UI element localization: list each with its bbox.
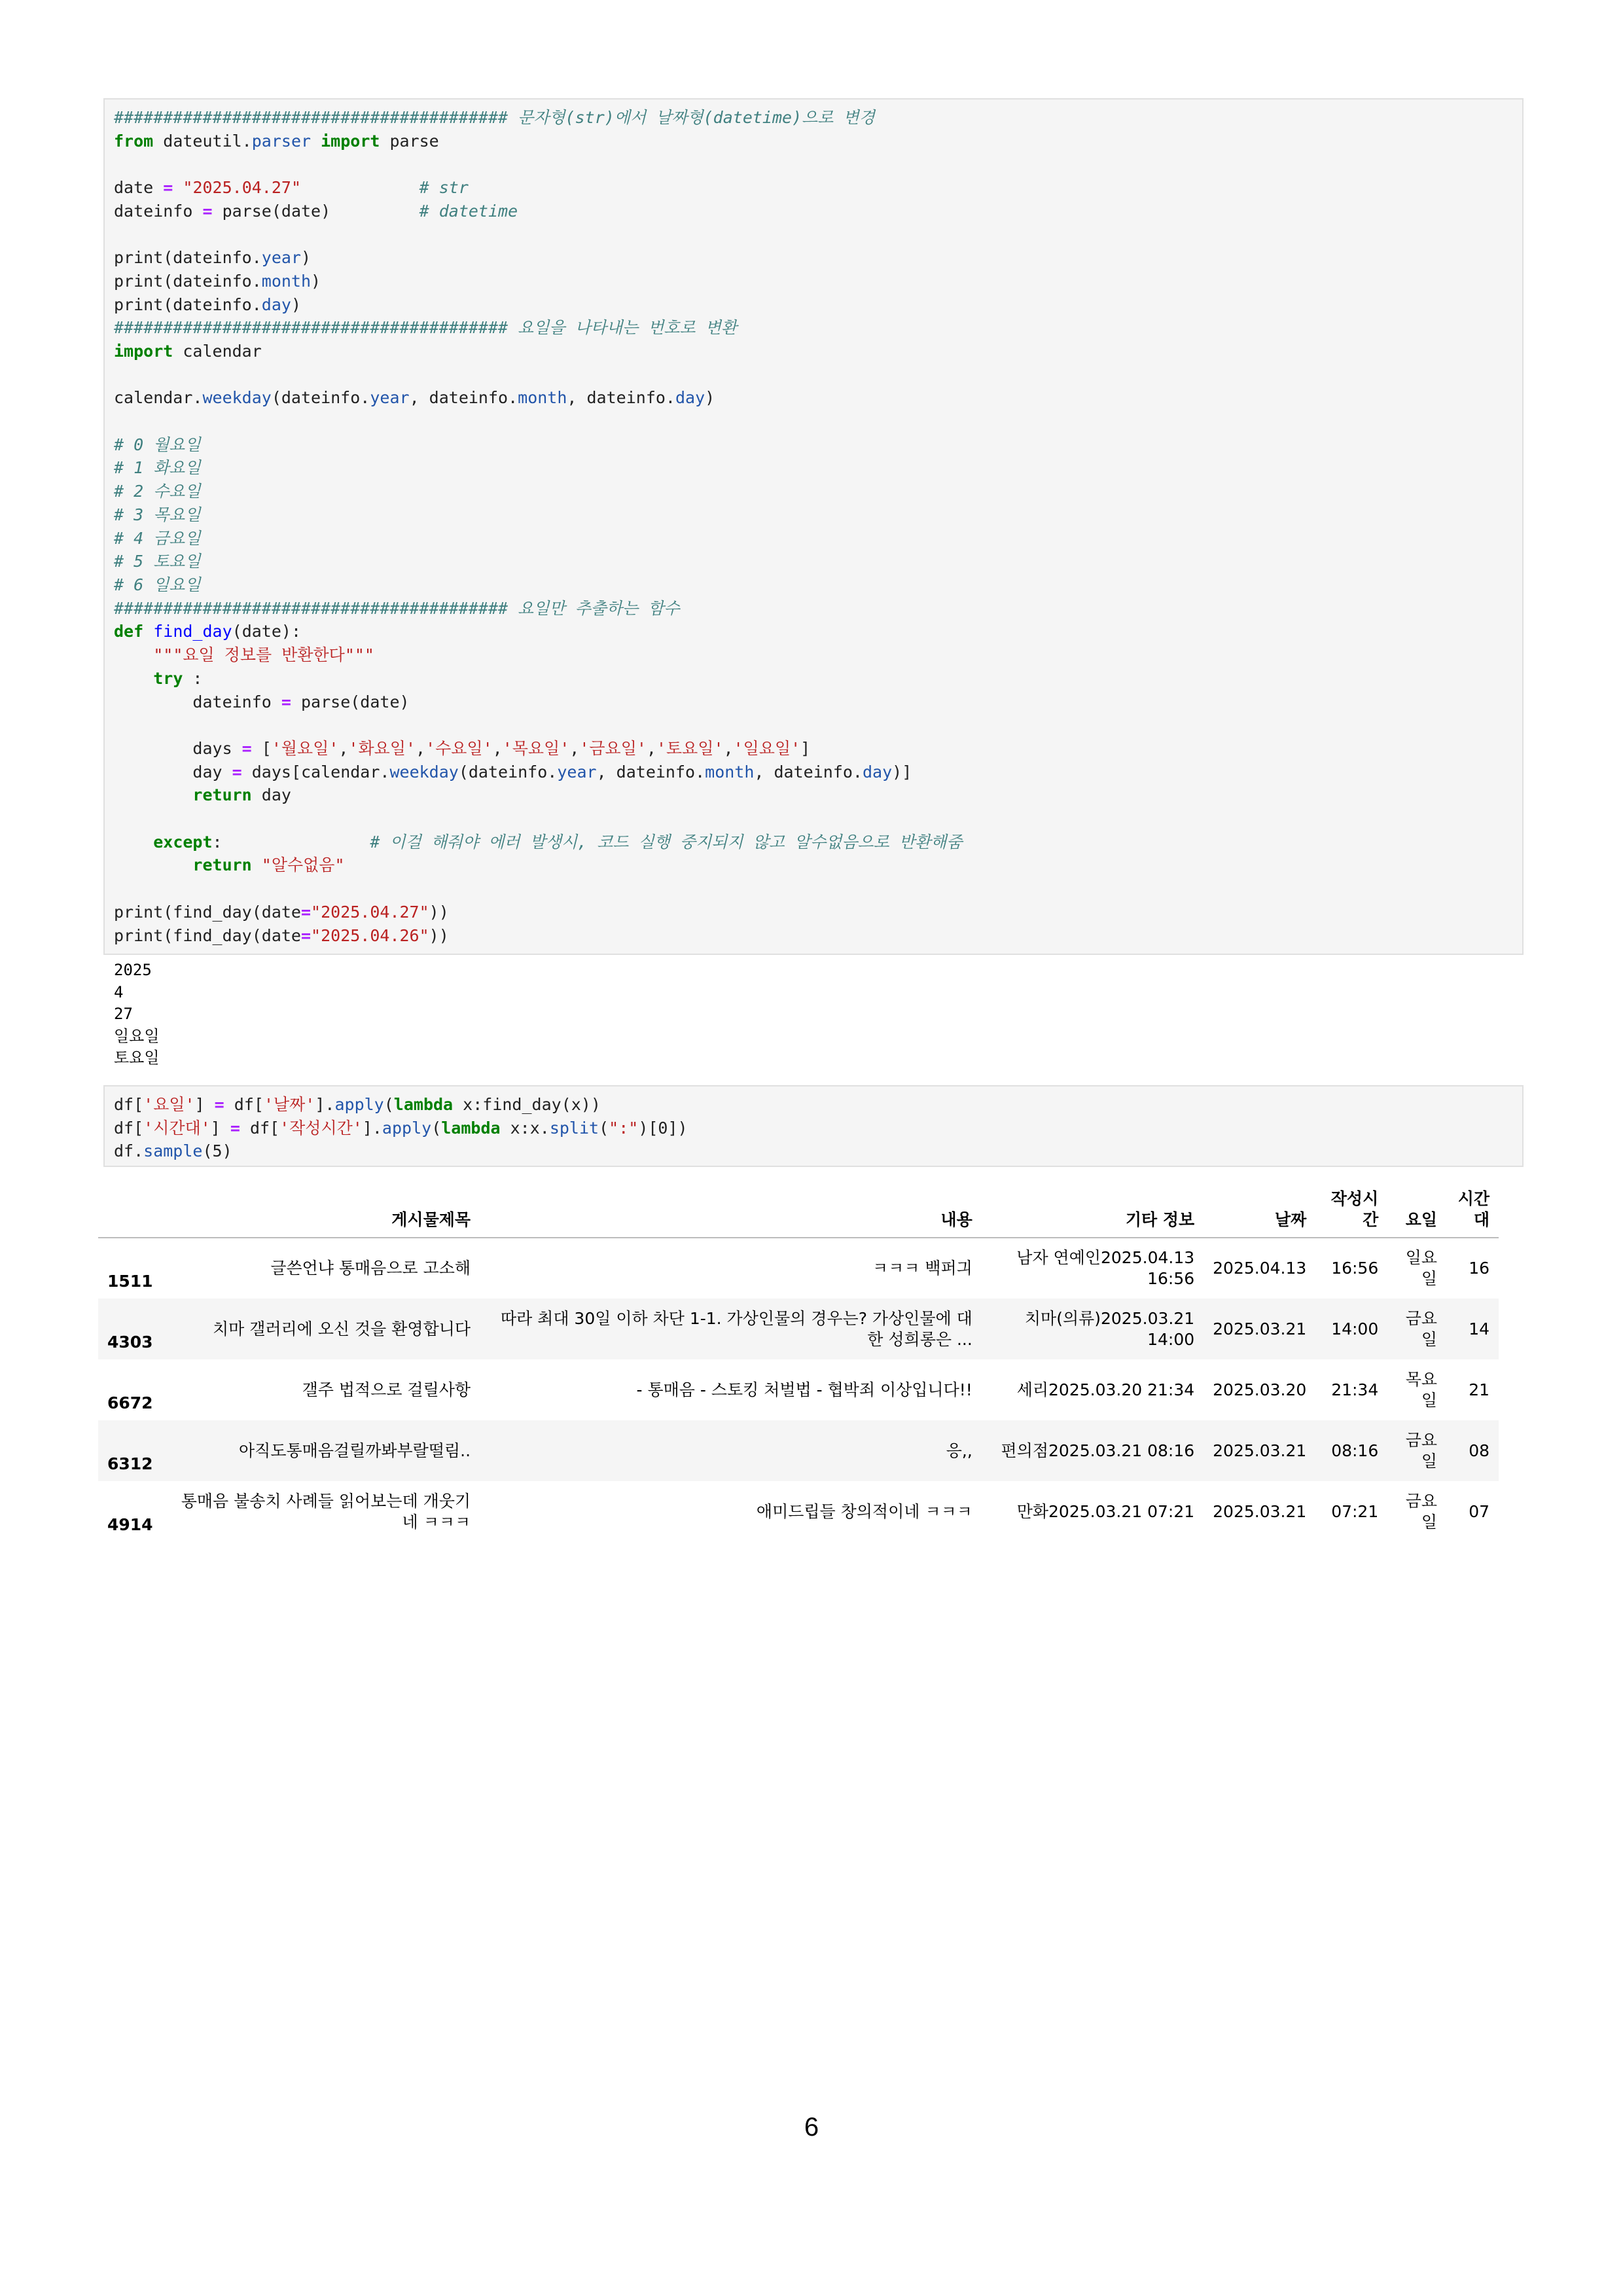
cell-write-time: 07:21 (1331, 1501, 1379, 1521)
cell-hour-band: 14 (1469, 1319, 1489, 1338)
code-cell-2-source: df['요일'] = df['날짜'].apply(lambda x:find_day(x)) df['시간대'] = df['작성시간'].apply(lambda x:x.split(":")[0]) df.sample(5) (114, 1095, 688, 1161)
cell-date: 2025.03.21 (1213, 1441, 1307, 1460)
dataframe-table (98, 1178, 1499, 1542)
cell-extra-info: 치마(의류)2025.03.21 14:00 (1024, 1308, 1195, 1349)
cell-weekday: 금요일 (1405, 1491, 1438, 1532)
row-index: 6312 (107, 1454, 153, 1473)
cell-write-time: 08:16 (1331, 1441, 1379, 1460)
cell-content: ㅋㅋㅋ 백퍼긔 (872, 1259, 972, 1278)
row-index: 1511 (107, 1272, 153, 1291)
cell-write-time: 16:56 (1331, 1259, 1379, 1278)
cell-weekday: 일요일 (1405, 1248, 1438, 1288)
cell-hour-band: 08 (1469, 1441, 1489, 1460)
cell-hour-band: 21 (1469, 1380, 1489, 1399)
cell-hour-band: 07 (1469, 1501, 1489, 1521)
header-content: 내용 (480, 1178, 982, 1238)
code-cell-1-source: ######################################## 문자형(str)에서 날짜형(datetime)으로 변경 from dateutil.parser import parse date = "2025.04.27" # str dateinfo = parse(date) # datetime print(dateinfo.year) print(dateinfo.month) print(dateinfo.day) ######################################## 요일을 나타내는 번호로 변환 import calendar calendar.weekday(dateinfo.year, dateinfo.month, dateinfo.day) # 0 월요일 # 1 화요일 # 2 수요일 # 3 목요일 # 4 금요일 # 5 토요일 # 6 일요일 ######################################## 요일만 추출하는 함수 def find_day(date): """요일 정보를 반환한다""" try : dateinfo = parse(date) days = ['월요일','화요일','수요일','목요일','금요일','토요일','일요일'] day = days[calendar.weekday(dateinfo.year, dateinfo.month, dateinfo.day)] return day except: # 이걸 해줘야 에러 발생시, 코드 실행 중지되지 않고 알수없음으로 반환해줌 return "알수없음" print(find_day(date="2025.04.27")) print(find_day(date="2025.04.26")) (114, 108, 963, 945)
code-cell-1[interactable] (103, 98, 1524, 955)
cell-title: 갤주 법적으로 걸릴사항 (302, 1380, 471, 1399)
cell-extra-info: 세리2025.03.20 21:34 (1016, 1380, 1195, 1399)
table-row (98, 1359, 1499, 1420)
code-cell-1-output: 2025 4 27 일요일 토요일 (114, 961, 160, 1067)
table-row (98, 1420, 1499, 1481)
cell-content: - 통매음 - 스토킹 처벌법 - 협박죄 이상입니다!! (636, 1380, 972, 1399)
cell-extra-info: 남자 연예인2025.04.13 16:56 (1016, 1248, 1195, 1288)
row-index: 4914 (107, 1515, 153, 1534)
cell-weekday: 목요일 (1405, 1369, 1438, 1410)
cell-title: 통매음 불송치 사례들 읽어보는데 개웃기네 ㅋㅋㅋ (181, 1491, 471, 1532)
cell-date: 2025.03.21 (1213, 1319, 1307, 1338)
header-write-time: 작성시간 (1315, 1178, 1387, 1238)
cell-extra-info: 만화2025.03.21 07:21 (1016, 1501, 1195, 1521)
header-date: 날짜 (1204, 1178, 1315, 1238)
cell-content: 따라 최대 30일 이하 차단 1-1. 가상인물의 경우는? 가상인물에 대한 성희롱은 ... (500, 1308, 972, 1349)
page-number: 6 (804, 2113, 819, 2142)
header-weekday: 요일 (1387, 1178, 1446, 1238)
header-index (98, 1178, 167, 1238)
cell-content: 애미드립들 창의적이네 ㅋㅋㅋ (756, 1501, 972, 1521)
cell-write-time: 14:00 (1331, 1319, 1379, 1338)
header-extra-info: 기타 정보 (982, 1178, 1204, 1238)
code-cell-2[interactable] (103, 1085, 1524, 1167)
cell-weekday: 금요일 (1405, 1430, 1438, 1471)
table-row (98, 1238, 1499, 1299)
header-hour-band: 시간대 (1446, 1178, 1499, 1238)
cell-weekday: 금요일 (1405, 1308, 1438, 1349)
table-header-row (98, 1178, 1499, 1238)
cell-title: 아직도통매음걸릴까봐부랄떨림.. (239, 1441, 471, 1460)
cell-date: 2025.03.20 (1213, 1380, 1307, 1399)
table-row (98, 1481, 1499, 1542)
cell-content: 응,, (946, 1441, 972, 1460)
cell-title: 치마 갤러리에 오신 것을 환영합니다 (212, 1319, 471, 1338)
cell-hour-band: 16 (1469, 1259, 1489, 1278)
cell-title: 글쓴언냐 통매음으로 고소해 (270, 1259, 471, 1278)
row-index: 4303 (107, 1333, 153, 1352)
table-row (98, 1299, 1499, 1359)
row-index: 6672 (107, 1393, 153, 1412)
cell-date: 2025.04.13 (1213, 1259, 1307, 1278)
cell-date: 2025.03.21 (1213, 1501, 1307, 1521)
cell-extra-info: 편의점2025.03.21 08:16 (1001, 1441, 1195, 1460)
header-title: 게시물제목 (167, 1178, 480, 1238)
cell-write-time: 21:34 (1331, 1380, 1379, 1399)
